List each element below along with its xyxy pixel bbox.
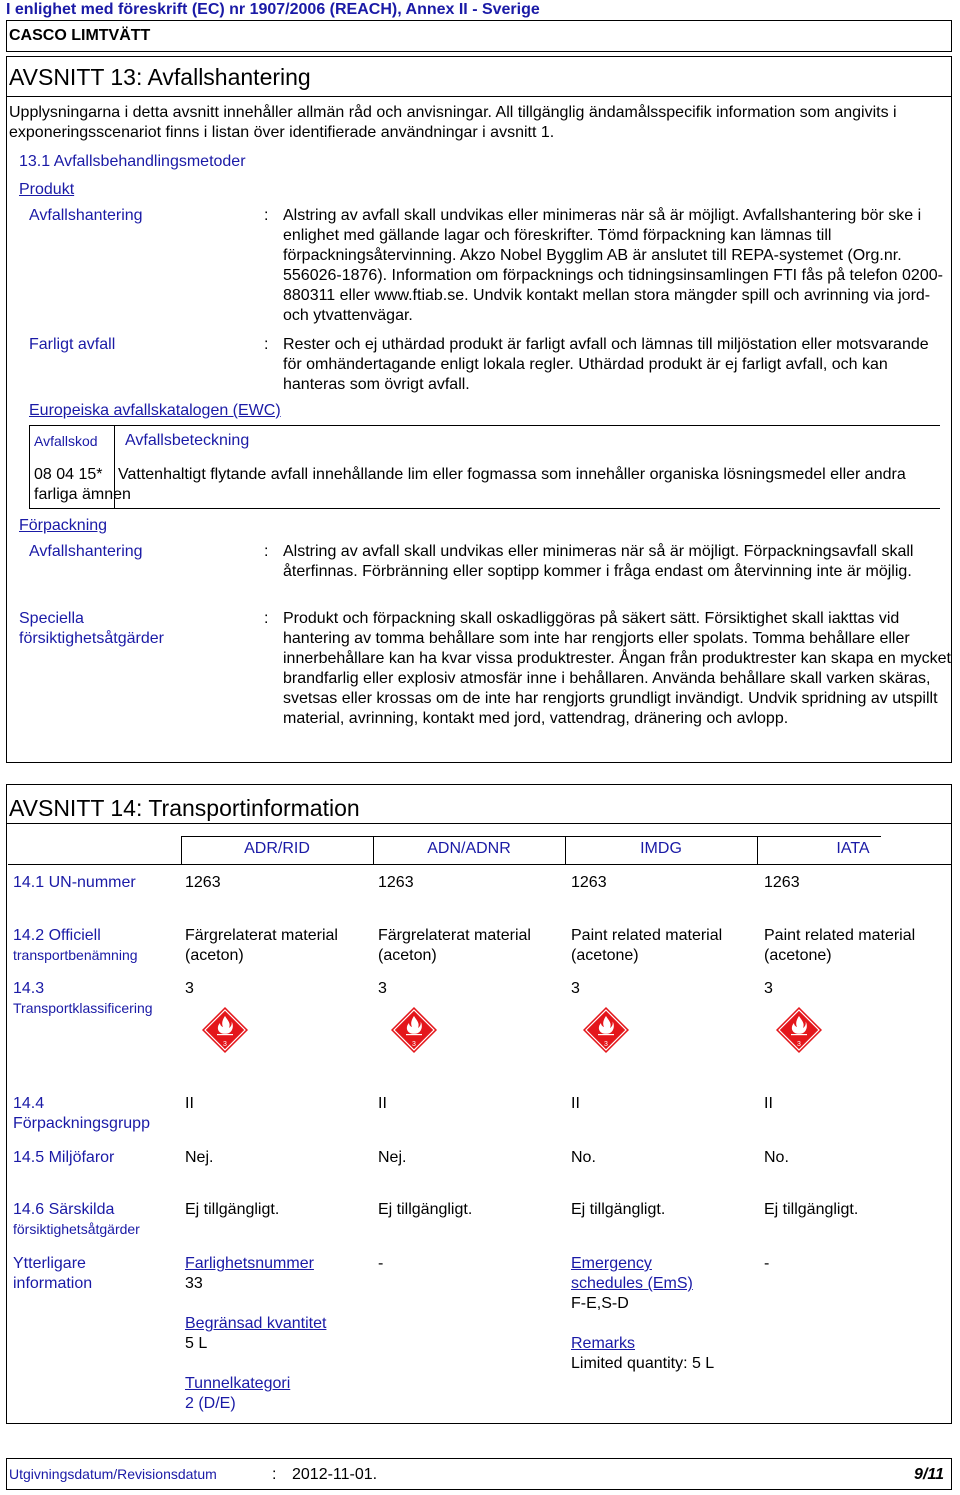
remarks-value: Limited quantity: 5 L [571, 1355, 715, 1372]
shipping-name-iata-line1: Paint related material [764, 927, 916, 944]
placard-class-number-imdg: 3 [604, 1041, 608, 1048]
special-transport-precautions-label [13, 1200, 140, 1238]
ewc-description [34, 465, 939, 505]
issue-date-label: Utgivningsdatum/Revisionsdatum [9, 1466, 217, 1482]
section-13-title-rule [6, 96, 952, 97]
col-divider-4 [757, 836, 758, 864]
special-precautions-colon: : [264, 610, 269, 627]
environmental-hazards-label: 14.5 Miljöfaror [13, 1149, 115, 1166]
shipping-name-adn [378, 926, 531, 966]
class-iata: 3 [764, 980, 773, 997]
shipping-name-imdg-line1: Paint related material [571, 927, 723, 944]
transport-class-label-line1: 14.3 [13, 980, 45, 997]
ems-label-line2: schedules (EmS) [571, 1275, 693, 1292]
prec-imdg: Ej tillgängligt. [571, 1201, 666, 1218]
limited-quantity-label: Begränsad kvantitet [185, 1315, 327, 1332]
shipping-name-iata-line2: (acetone) [764, 947, 832, 964]
subsection-13-1-heading: 13.1 Avfallsbehandlingsmetoder [19, 153, 246, 170]
shipping-name-imdg-line2: (acetone) [571, 947, 639, 964]
flammable-liquid-placard-iata [775, 1006, 823, 1054]
group-adr: II [185, 1095, 194, 1112]
shipping-name-iata [764, 926, 915, 966]
placard-class-number-adn: 3 [412, 1041, 416, 1048]
produkt-heading: Produkt [19, 181, 75, 198]
col-divider-3 [565, 836, 566, 864]
flammable-liquid-placard-adn [390, 1006, 438, 1054]
ewc-col-code: Avfallskod [34, 433, 98, 449]
page-number: 9/11 [914, 1466, 944, 1483]
hazardous-waste-colon: : [264, 336, 269, 353]
special-precautions-label-line2: försiktighetsåtgärder [19, 630, 164, 647]
packing-group-label [13, 1094, 150, 1134]
prec-adn: Ej tillgängligt. [378, 1201, 473, 1218]
packaging-waste-colon: : [264, 543, 269, 560]
group-adn: II [378, 1095, 387, 1112]
product-name: CASCO LIMTVÄTT [9, 27, 151, 44]
group-iata: II [764, 1095, 773, 1112]
remarks-label: Remarks [571, 1335, 636, 1352]
un-imdg: 1263 [571, 874, 607, 891]
ems-label-line1: Emergency [571, 1255, 652, 1272]
ems-value: F-E,S-D [571, 1295, 629, 1312]
issue-date-value: 2012-11-01. [292, 1466, 378, 1483]
special-precautions-label-line1: Speciella [19, 610, 84, 627]
packing-group-label-line2: Förpackningsgrupp [13, 1115, 150, 1132]
env-adn: Nej. [378, 1149, 407, 1166]
prec-iata: Ej tillgängligt. [764, 1201, 859, 1218]
additional-info-label-line2: information [13, 1275, 93, 1292]
special-transport-precautions-label-line2: försiktighetsåtgärder [13, 1221, 140, 1237]
transport-class-label-line2: Transportklassificering [13, 1000, 153, 1016]
transport-class-label [13, 979, 153, 1017]
un-adn: 1263 [378, 874, 414, 891]
col-divider-2 [373, 836, 374, 864]
class-adn: 3 [378, 980, 387, 997]
additional-info-imdg [571, 1254, 714, 1374]
document-regulation-title: I enlighet med föreskrift (EC) nr 1907/2006 (REACH), Annex II - Sverige [6, 1, 540, 18]
packing-group-label-line1: 14.4 [13, 1095, 45, 1112]
shipping-name-imdg [571, 926, 722, 966]
tunnel-category-value: 2 (D/E) [185, 1395, 236, 1412]
col-imdg: IMDG [640, 840, 682, 857]
waste-handling-text: Alstring av avfall skall undvikas eller minimeras när så är möjligt. Avfallshantering bör ske i enlighet med gällande lagar och föreskrifter. Tömd förpackning kan lämnas till förpackningsåtervinning. Akzo Nobel Bygglim AB är anslutet till REPA-systemet (Org.nr. 556026-1876). Information om förpacknings och tidningsinsamlingen FTI fås på telefon 0200-880311 eller www.ftiab.se. Undvik kontakt mellan stora mängder spill och avrinning via jord- och ytvattenvägar. [283, 207, 943, 324]
ewc-code: 08 04 15* [34, 466, 103, 483]
tunnel-category-label: Tunnelkategori [185, 1375, 291, 1392]
placard-class-number-iata: 3 [797, 1041, 801, 1048]
shipping-name-adr-line2: (aceton) [185, 947, 244, 964]
waste-handling-label: Avfallshantering [29, 207, 143, 224]
ewc-col-desc: Avfallsbeteckning [125, 432, 250, 449]
shipping-name-adn-line2: (aceton) [378, 947, 437, 964]
flammable-liquid-placard-imdg [582, 1006, 630, 1054]
shipping-name-adr-line1: Färgrelaterat material [185, 927, 338, 944]
un-number-label: 14.1 UN-nummer [13, 874, 136, 891]
limited-quantity-value: 5 L [185, 1335, 208, 1352]
special-precautions-text: Produkt och förpackning skall oskadliggöras på säkert sätt. Försiktighet skall iakttas vid hantering av tomma behållare som inte har rengjorts eller spolats. Tomma behållare eller innerbehållare kan ha kvar vissa produktrester. Ångan från produktrester kan skapa en mycket brandfarlig eller explosiv atmosfär inne i behållaren. Använda behållare skall varken skäras, svetsas eller krossas om de inte har rengjorts grundligt invändigt. Undvik spridning av utspillt material, avrinning, kontakt med jord, vattendrag, dränering och avlopp. [283, 610, 951, 727]
special-transport-precautions-label-line1: 14.6 Särskilda [13, 1201, 115, 1218]
prec-adr: Ej tillgängligt. [185, 1201, 280, 1218]
section-13-title: AVSNITT 13: Avfallshantering [9, 64, 311, 90]
group-imdg: II [571, 1095, 580, 1112]
ewc-description-text: Vattenhaltigt flytande avfall innehållande lim eller fogmassa som innehåller organiska lösningsmedel eller andra farliga ämnen [34, 466, 906, 503]
additional-info-adr [185, 1254, 326, 1414]
un-iata: 1263 [764, 874, 800, 891]
col-divider-1 [181, 836, 182, 864]
env-imdg: No. [571, 1149, 596, 1166]
ewc-header-divider [114, 425, 115, 457]
additional-info-adn: - [378, 1255, 384, 1272]
hazardous-waste-text: Rester och ej uthärdad produkt är farligt avfall och lämnas till miljöstation eller motsvarande för omhändertagande enligt lokala regler. Uthärdad produkt är ej farligt avfall, och kan hanteras som övrigt avfall. [283, 336, 929, 393]
ewc-heading: Europeiska avfallskatalogen (EWC) [29, 402, 281, 419]
shipping-name-adn-line1: Färgrelaterat material [378, 927, 531, 944]
placard-class-number-adr: 3 [223, 1041, 227, 1048]
transport-header-rule [181, 836, 881, 837]
shipping-name-label-line1: 14.2 Officiell [13, 927, 101, 944]
env-iata: No. [764, 1149, 789, 1166]
shipping-name-label-line2: transportbenämning [13, 947, 138, 963]
env-adr: Nej. [185, 1149, 214, 1166]
shipping-name-adr [185, 926, 338, 966]
section-14-title: AVSNITT 14: Transportinformation [9, 795, 360, 821]
flammable-liquid-placard-adr [201, 1006, 249, 1054]
product-name-box [6, 20, 952, 52]
hazard-number-label: Farlighetsnummer [185, 1255, 314, 1272]
shipping-name-label [13, 926, 138, 964]
un-adr: 1263 [185, 874, 221, 891]
col-adr-rid: ADR/RID [244, 840, 310, 857]
additional-info-iata: - [764, 1255, 770, 1272]
col-adn-adnr: ADN/ADNR [427, 840, 511, 857]
packaging-waste-label: Avfallshantering [29, 543, 143, 560]
forpackning-heading: Förpackning [19, 517, 108, 534]
special-precautions-label [19, 609, 164, 649]
hazardous-waste-label: Farligt avfall [29, 336, 116, 353]
additional-info-label-line1: Ytterligare [13, 1255, 86, 1272]
additional-info-label [13, 1254, 92, 1294]
hazard-number-value: 33 [185, 1275, 203, 1292]
issue-date-colon: : [272, 1466, 277, 1483]
class-adr: 3 [185, 980, 194, 997]
header-bottom-rule [8, 864, 952, 865]
waste-handling-colon: : [264, 207, 269, 224]
col-iata: IATA [836, 840, 870, 857]
class-imdg: 3 [571, 980, 580, 997]
packaging-waste-text: Alstring av avfall skall undvikas eller minimeras när så är möjligt. Förpackningsavfall skall återfinnas. Förbränning eller soptipp kommer i fråga endast om återvinning inte är möjlig. [283, 543, 914, 580]
section-13-intro: Upplysningarna i detta avsnitt innehåller allmän råd och anvisningar. All tillgänglig ändamålsspecifik information som angivits i exponeringsscenariot finns i listan över identifierade användningar i avsnitt 1. [9, 104, 897, 141]
